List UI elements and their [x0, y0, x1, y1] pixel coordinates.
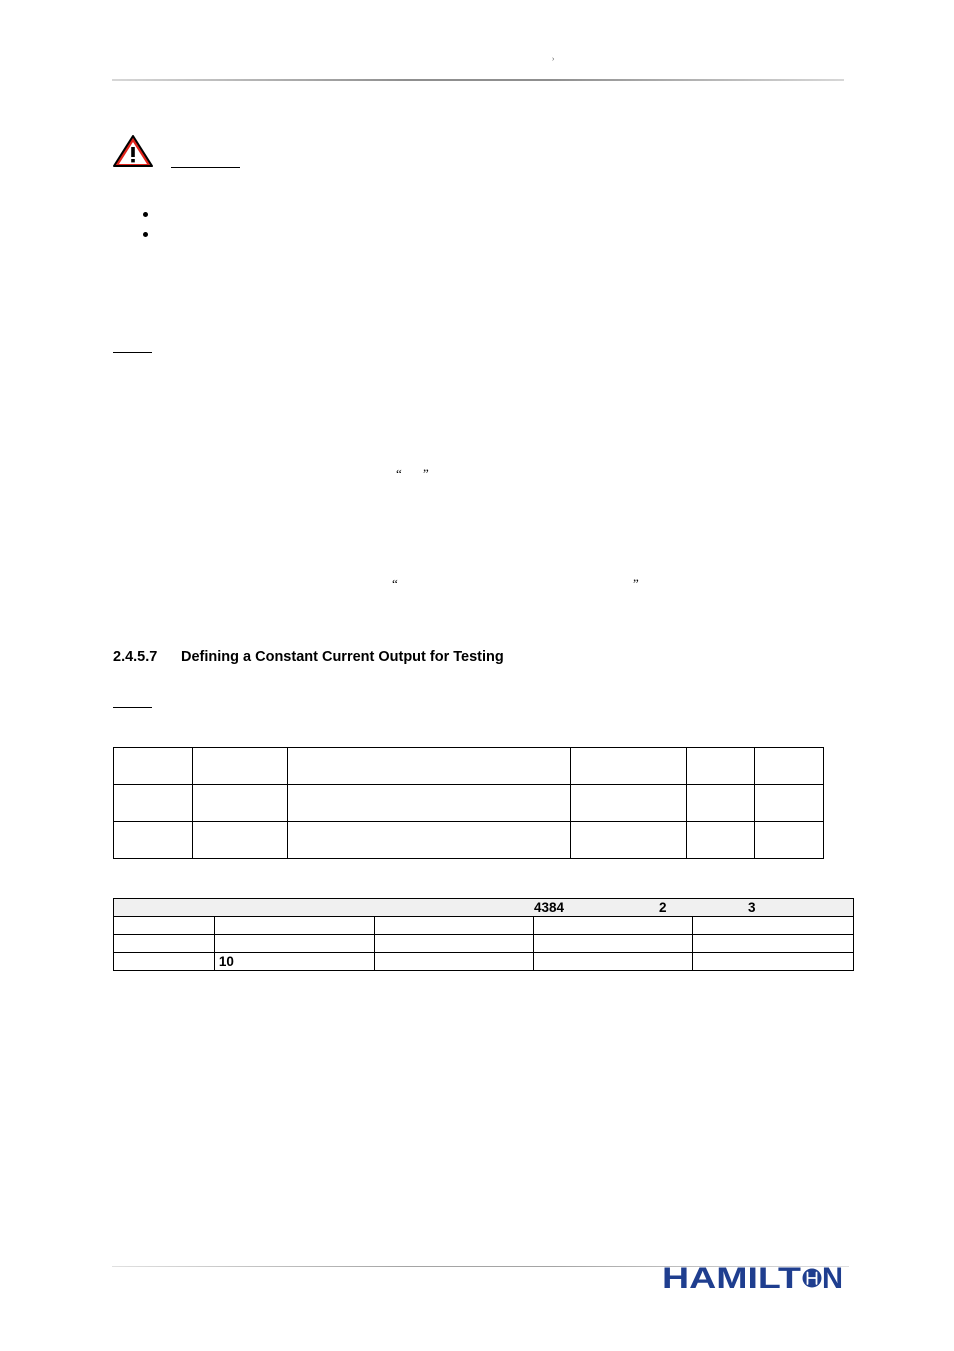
close-quote: ”	[423, 466, 429, 481]
table-cell	[755, 785, 824, 822]
open-quote: “	[392, 576, 398, 591]
note-label-underline	[113, 707, 152, 708]
table-row	[114, 748, 824, 785]
table-cell	[571, 785, 687, 822]
parameter-table	[113, 747, 824, 859]
table-cell	[755, 748, 824, 785]
table-cell	[214, 935, 374, 953]
table-cell	[534, 917, 693, 935]
table-cell	[214, 917, 374, 935]
warning-label-underline	[171, 167, 240, 168]
register-function: 3	[748, 900, 756, 915]
table-cell	[534, 935, 693, 953]
table-cell	[571, 748, 687, 785]
svg-text:N: N	[822, 1263, 843, 1295]
table-cell: 10	[214, 953, 374, 971]
section-heading	[113, 649, 504, 665]
table-cell	[687, 748, 755, 785]
register-table	[113, 898, 854, 971]
table-cell	[693, 953, 854, 971]
table-cell	[693, 935, 854, 953]
table-cell	[287, 748, 571, 785]
bullet-point	[143, 232, 148, 237]
table-cell	[114, 917, 215, 935]
header-mark: ›	[552, 56, 555, 63]
table-cell	[114, 953, 215, 971]
table-cell	[114, 935, 215, 953]
table-cell	[755, 822, 824, 859]
table-cell	[687, 785, 755, 822]
register-table-header	[114, 899, 854, 917]
register-header-cell	[114, 899, 854, 917]
note-label-underline	[113, 352, 152, 353]
header-rule	[112, 79, 844, 81]
table-row	[114, 785, 824, 822]
open-quote: “	[396, 466, 402, 481]
table-row	[114, 917, 854, 935]
table-cell	[192, 748, 287, 785]
table-cell	[374, 917, 534, 935]
table-row	[114, 935, 854, 953]
table-cell	[287, 822, 571, 859]
bullet-point	[143, 212, 148, 217]
table-cell	[114, 785, 193, 822]
svg-text:HAMILT: HAMILT	[662, 1263, 801, 1295]
table-cell	[287, 785, 571, 822]
table-cell	[374, 953, 534, 971]
section-number: 2.4.5.7	[113, 649, 158, 665]
table-cell	[114, 822, 193, 859]
table-cell	[192, 785, 287, 822]
close-quote: ”	[633, 576, 639, 591]
table-cell	[687, 822, 755, 859]
register-address: 4384	[534, 900, 565, 915]
table-cell	[534, 953, 693, 971]
table-cell	[571, 822, 687, 859]
warning-triangle-icon	[112, 134, 154, 168]
table-cell	[374, 935, 534, 953]
table-cell	[693, 917, 854, 935]
register-count: 2	[659, 900, 667, 915]
table-row	[114, 822, 824, 859]
section-title: Defining a Constant Current Output for Testing	[181, 649, 504, 665]
table-cell	[192, 822, 287, 859]
table-row	[114, 953, 854, 971]
table-cell	[114, 748, 193, 785]
hamilton-logo	[662, 1263, 844, 1295]
